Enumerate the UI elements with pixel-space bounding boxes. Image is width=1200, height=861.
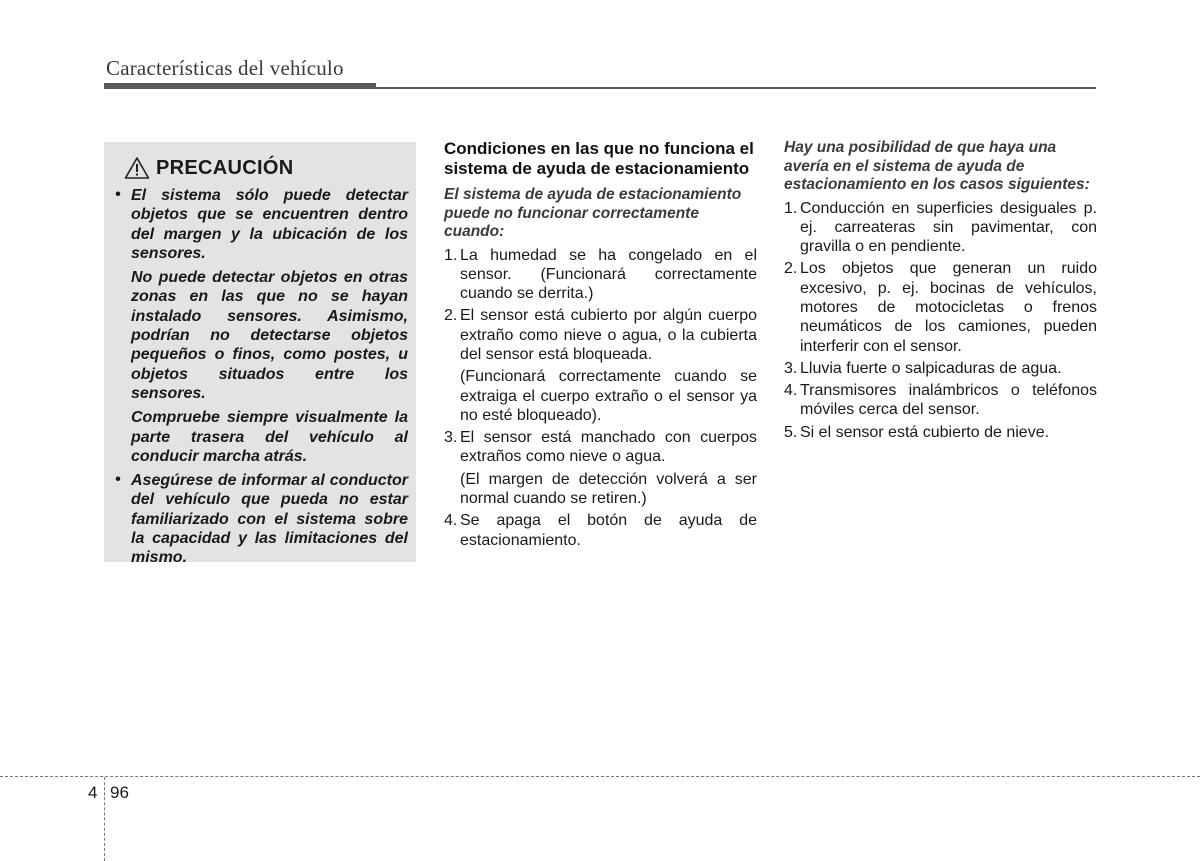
section-subtitle: Hay una posibilidad de que haya una avería en el sistema de ayuda de estacionamiento en los casos siguientes: bbox=[784, 139, 1090, 193]
footer-dashed-line bbox=[0, 776, 1200, 777]
item-number: 4. bbox=[444, 512, 458, 530]
list-item bbox=[784, 359, 1097, 378]
caution-list bbox=[114, 186, 408, 568]
malfunction-list bbox=[784, 199, 1097, 443]
section-subtitle: El sistema de ayuda de estacionamiento puede no funcionar correctamente cuando: bbox=[444, 186, 742, 240]
list-item bbox=[784, 259, 1097, 355]
list-item bbox=[444, 246, 757, 304]
page-title: Características del vehículo bbox=[106, 56, 344, 80]
item-text: Lluvia fuerte o salpicaduras de agua. bbox=[800, 359, 1062, 377]
section-title: Condiciones en las que no funciona el sistema de ayuda de estacionamiento bbox=[444, 139, 754, 178]
warning-triangle-icon bbox=[124, 156, 150, 180]
conditions-list bbox=[444, 246, 757, 550]
list-item bbox=[784, 199, 1097, 257]
page-number: 96 bbox=[110, 783, 129, 802]
bullet-icon: • bbox=[115, 471, 121, 489]
item-number: 2. bbox=[784, 260, 798, 278]
list-item bbox=[444, 306, 757, 425]
item-number: 2. bbox=[444, 307, 458, 325]
item-text: La humedad se ha congelado en el sensor. (Funcionará correctamente cuando se derrita.) bbox=[460, 246, 757, 303]
item-text: Si el sensor está cubierto de nieve. bbox=[800, 423, 1050, 441]
item-number: 3. bbox=[784, 359, 798, 377]
caution-paragraph: Compruebe siempre visualmente la parte trasera del vehículo al conducir marcha atrás. bbox=[131, 409, 408, 465]
item-text: (Funcionará correctamente cuando se extraiga el cuerpo extraño o el sensor ya no esté bloqueado). bbox=[460, 368, 757, 424]
list-item bbox=[444, 428, 757, 508]
list-item bbox=[784, 423, 1097, 442]
item-text: Conducción en superficies desiguales p. ej. carreateras sin pavimentar, con gravilla o en pendiente. bbox=[800, 199, 1097, 256]
item-text: El sensor está manchado con cuerpos extraños como nieve o agua. bbox=[460, 429, 757, 466]
caution-box bbox=[104, 142, 416, 567]
item-text: Se apaga el botón de ayuda de estacionamiento. bbox=[460, 512, 757, 549]
header-rule-thin bbox=[376, 87, 1096, 89]
item-text: (El margen de detección volverá a ser normal cuando se retiren.) bbox=[460, 470, 757, 508]
chapter-number: 4 bbox=[88, 783, 98, 802]
malfunction-section bbox=[784, 139, 1097, 445]
item-text: Los objetos que generan un ruido excesivo, p. ej. bocinas de vehículos, motores de motocicletas o frenos neumáticos de los camiones, pueden interferir con el sensor. bbox=[800, 260, 1097, 355]
item-number: 4. bbox=[784, 382, 798, 400]
caution-item bbox=[114, 471, 408, 567]
item-number: 1. bbox=[444, 246, 458, 264]
bullet-icon: • bbox=[115, 186, 121, 203]
item-number: 1. bbox=[784, 199, 798, 217]
caution-paragraph: El sistema sólo puede detectar objetos que se encuentren dentro del margen y la ubicación de los sensores. bbox=[131, 187, 408, 262]
caution-paragraph: Asegúrese de informar al conductor del vehículo que pueda no estar familiarizado con el sistema sobre la capacidad y las limitaciones del mismo. bbox=[131, 472, 408, 567]
conditions-section bbox=[444, 139, 757, 553]
list-item bbox=[784, 381, 1097, 420]
footer-vertical-dashed-line bbox=[104, 777, 105, 861]
item-text: El sensor está cubierto por algún cuerpo extraño como nieve o agua, o la cubierta del sensor está bloqueada. bbox=[460, 307, 757, 363]
caution-label: PRECAUCIÓN bbox=[156, 156, 294, 179]
caution-heading bbox=[124, 156, 408, 180]
caution-item bbox=[114, 186, 408, 466]
caution-paragraph: No puede detectar objetos en otras zonas en las que no se hayan instalado sensores. Asimismo, podrían no detectarse objetos pequeños o finos, como postes, u objetos situados entre los sensores. bbox=[131, 269, 408, 402]
item-number: 3. bbox=[444, 429, 458, 447]
item-text: Transmisores inalámbricos o teléfonos móviles cerca del sensor. bbox=[800, 382, 1097, 419]
list-item bbox=[444, 511, 757, 550]
header-rule-thick bbox=[104, 83, 376, 89]
item-number: 5. bbox=[784, 423, 798, 441]
